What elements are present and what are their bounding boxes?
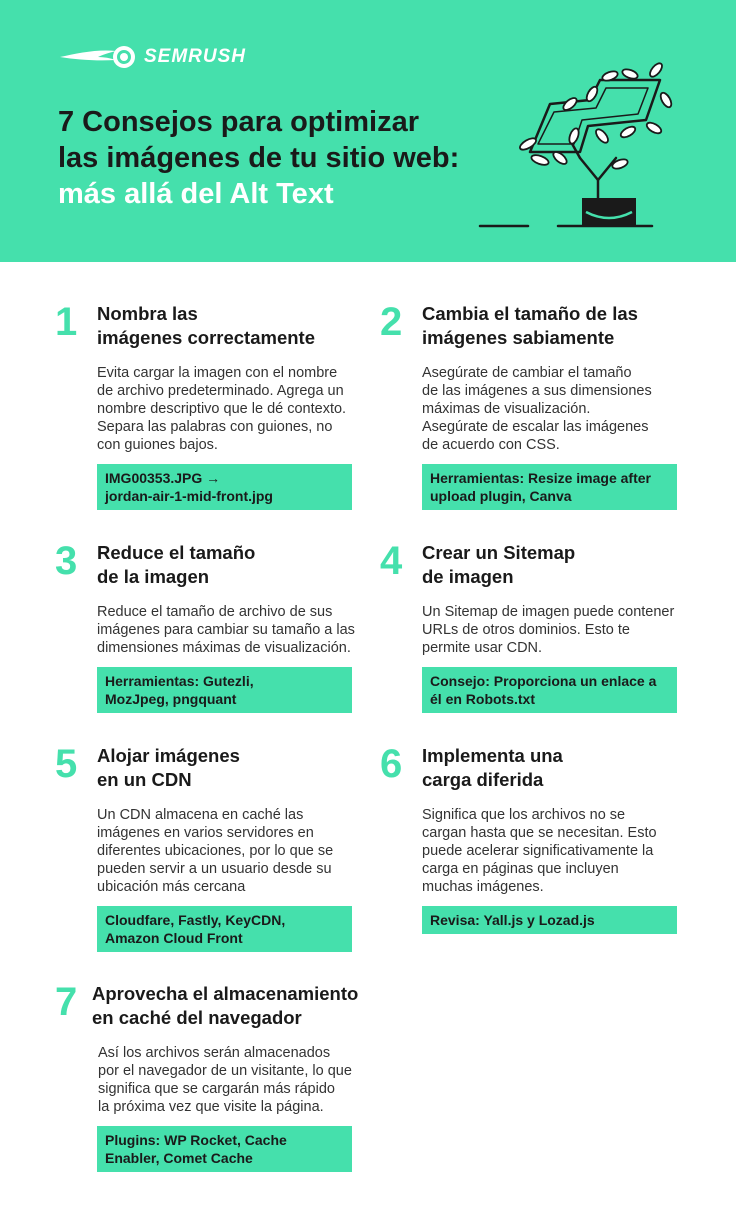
- tip-title-line: imágenes correctamente: [97, 327, 315, 348]
- tip-box-line: Enabler, Comet Cache: [105, 1150, 253, 1166]
- tip-body-line: con guiones bajos.: [97, 437, 218, 453]
- tip-number: 4: [380, 539, 403, 583]
- tip-box-line: Herramientas: Gutezli,: [105, 673, 254, 689]
- tip-highlight-box: [97, 667, 352, 713]
- semrush-flame-icon: [58, 43, 138, 71]
- tip-4: [380, 539, 722, 713]
- title-line-1: 7 Consejos para optimizar: [58, 106, 419, 138]
- tip-body-line: imágenes en varios servidores en: [97, 825, 314, 841]
- tip-body-line: cargan hasta que se necesitan. Esto: [422, 825, 657, 841]
- semrush-logo: [58, 43, 246, 71]
- tip-number: 2: [380, 300, 403, 344]
- tip-box-line: MozJpeg, pngquant: [105, 691, 237, 707]
- tip-title-line: Crear un Sitemap: [422, 542, 576, 563]
- tip-highlight-box: [422, 667, 677, 713]
- tip-body: [422, 806, 722, 896]
- header-banner: [0, 0, 736, 262]
- tip-body-line: significa que se cargarán más rápido: [98, 1081, 335, 1097]
- tip-body-line: la próxima vez que visite la página.: [98, 1099, 324, 1115]
- tip-body-line: de archivo predeterminado. Agrega un: [97, 383, 344, 399]
- tip-body-line: muchas imágenes.: [422, 879, 544, 895]
- tip-highlight-box: [97, 1126, 352, 1172]
- tip-box-line: jordan-air-1-mid-front.jpg: [105, 488, 273, 504]
- tip-body-line: Así los archivos serán almacenados: [98, 1045, 331, 1061]
- tip-title-line: carga diferida: [422, 769, 544, 790]
- tip-3: [55, 539, 397, 713]
- tip-number: 6: [380, 742, 403, 786]
- tip-body: [97, 364, 397, 454]
- tip-body-line: ubicación más cercana: [97, 879, 246, 895]
- tip-body: [422, 364, 722, 454]
- tip-body: [422, 603, 722, 657]
- tip-body-line: Reduce el tamaño de archivo de sus: [97, 604, 333, 620]
- tip-title-line: en caché del navegador: [92, 1007, 302, 1028]
- tip-title-line: Cambia el tamaño de las: [422, 303, 638, 324]
- tip-body-line: por el navegador de un visitante, lo que: [98, 1063, 352, 1079]
- tip-title: [97, 744, 397, 792]
- tip-number: 5: [55, 742, 78, 786]
- tip-title: [97, 302, 397, 350]
- tip-body-line: de acuerdo con CSS.: [422, 437, 560, 453]
- tip-body-line: nombre descriptivo que le dé contexto.: [97, 401, 347, 417]
- tip-1: [55, 300, 397, 510]
- tip-box-line: Plugins: WP Rocket, Cache: [105, 1132, 287, 1148]
- tip-title: [422, 541, 722, 589]
- tip-body: [97, 603, 397, 657]
- tip-body-line: Separa las palabras con guiones, no: [97, 419, 333, 435]
- tip-box-line: Cloudfare, Fastly, KeyCDN,: [105, 912, 286, 928]
- tip-title-line: Nombra las: [97, 303, 198, 324]
- tip-body-line: Significa que los archivos no se: [422, 807, 626, 823]
- tip-title: [422, 744, 722, 792]
- tip-title-line: Aprovecha el almacenamiento: [92, 983, 359, 1004]
- tip-body-line: Un CDN almacena en caché las: [97, 807, 304, 823]
- tip-title: [422, 302, 722, 350]
- tip-body: [98, 1044, 392, 1116]
- tip-body-line: de las imágenes a sus dimensiones: [422, 383, 652, 399]
- tip-body-line: URLs de otros dominios. Esto te: [422, 622, 630, 638]
- tip-box-line: él en Robots.txt: [430, 691, 536, 707]
- tip-body-line: permite usar CDN.: [422, 640, 543, 656]
- page-title: [58, 104, 488, 212]
- tip-title-line: en un CDN: [97, 769, 192, 790]
- tip-body-line: Evita cargar la imagen con el nombre: [97, 365, 338, 381]
- tip-title: [97, 541, 397, 589]
- tip-5: [55, 742, 397, 952]
- tip-box-line: IMG00353.JPG →: [105, 470, 221, 486]
- tip-7: [55, 980, 392, 1172]
- tip-body-line: Asegúrate de escalar las imágenes: [422, 419, 649, 435]
- plant-pot-illustration: [470, 40, 690, 240]
- title-line-3: más allá del Alt Text: [58, 178, 334, 210]
- tip-box-line: upload plugin, Canva: [430, 488, 572, 504]
- brand-name: SEMRUSH: [144, 46, 247, 67]
- tip-title-line: imágenes sabiamente: [422, 327, 615, 348]
- tip-title-line: Implementa una: [422, 745, 563, 766]
- tip-body-line: carga en páginas que incluyen: [422, 861, 619, 877]
- tip-box-line: Consejo: Proporciona un enlace a: [430, 673, 657, 689]
- tip-highlight-box: [422, 906, 677, 934]
- tip-highlight-box: [97, 464, 352, 510]
- tip-title-line: Reduce el tamaño: [97, 542, 256, 563]
- tip-highlight-box: [422, 464, 677, 510]
- tip-body: [97, 806, 397, 896]
- tip-body-line: diferentes ubicaciones, por lo que se: [97, 843, 334, 859]
- tip-title-line: de imagen: [422, 566, 514, 587]
- tip-box-line: Amazon Cloud Front: [105, 930, 243, 946]
- tip-body-line: Un Sitemap de imagen puede contener: [422, 604, 675, 620]
- tip-title-line: Alojar imágenes: [97, 745, 240, 766]
- tip-6: [380, 742, 722, 934]
- tip-highlight-box: [97, 906, 352, 952]
- tip-body-line: dimensiones máximas de visualización.: [97, 640, 351, 656]
- title-line-2: las imágenes de tu sitio web:: [58, 142, 460, 174]
- tip-body-line: pueden servir a un usuario desde su: [97, 861, 332, 877]
- tip-box-line: Revisa: Yall.js y Lozad.js: [430, 912, 595, 928]
- tip-body-line: imágenes para cambiar su tamaño a las: [97, 622, 355, 638]
- tip-title-line: de la imagen: [97, 566, 210, 587]
- tip-2: [380, 300, 722, 510]
- tip-body-line: puede acelerar significativamente la: [422, 843, 654, 859]
- tip-number: 1: [55, 300, 78, 344]
- tip-title: [92, 982, 392, 1030]
- tip-number: 3: [55, 539, 78, 583]
- tip-body-line: máximas de visualización.: [422, 401, 591, 417]
- tip-body-line: Asegúrate de cambiar el tamaño: [422, 365, 632, 381]
- tip-box-line: Herramientas: Resize image after: [430, 470, 651, 486]
- tip-number: 7: [55, 980, 78, 1024]
